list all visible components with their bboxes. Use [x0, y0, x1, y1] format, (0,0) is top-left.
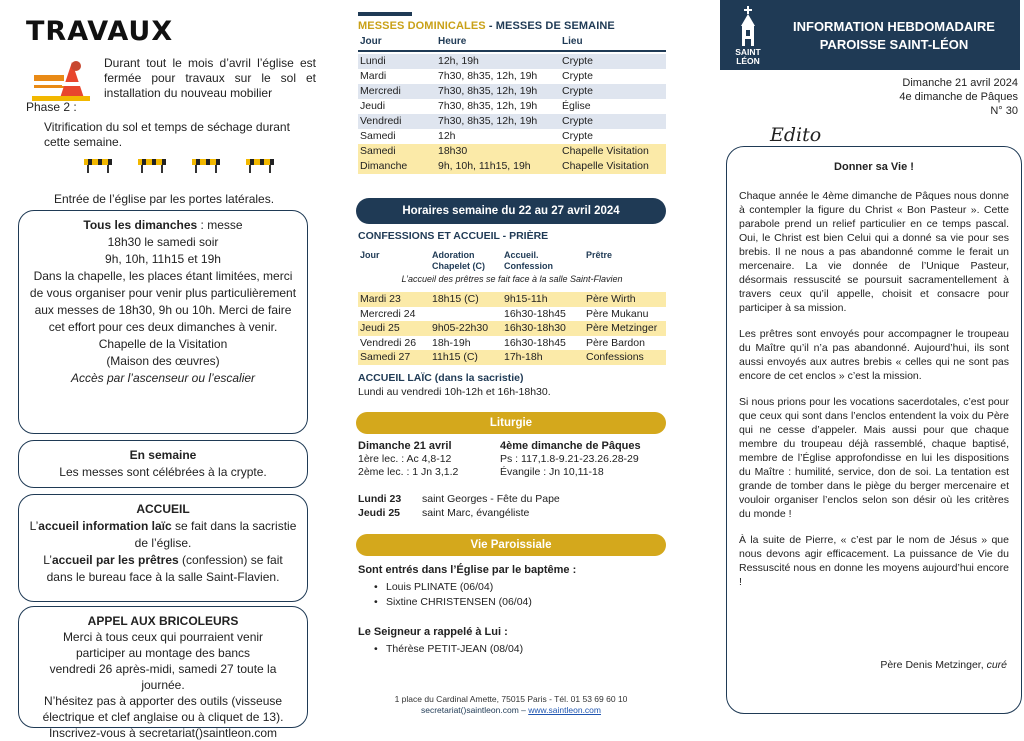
list-item: Jeudi 25 saint Marc, évangéliste: [358, 507, 530, 519]
edito-paragraph: Les prêtres sont envoyés pour accompagner le troupeau du Maître qu’il n’a pas abandonné. Aujourd’hui, ils sont aussi envoyés aux autres brebis « celles qui ne sont pas encore de cet enclos » c’est la mission.: [739, 328, 1009, 382]
logo-text-leon: LÉON: [736, 56, 760, 66]
accueil-line1: L’accueil information laïc se fait dans la sacristie de l’église.: [29, 519, 297, 550]
edito-title: Edito: [770, 124, 822, 146]
liturgie-banner: Liturgie: [356, 412, 666, 434]
section-accent-bar: [358, 12, 412, 16]
issue-info: [820, 76, 1018, 118]
table-row: Jeudi 25 9h05-22h30 16h30-18h30 Père Metzinger: [358, 321, 666, 336]
header-place: Lieu: [562, 36, 583, 47]
appel-line: N’hésitez pas à apporter des outils (visseuse: [43, 694, 283, 708]
phase-text: Vitrification du sol et temps de séchage durant cette semaine.: [44, 120, 290, 149]
right-column: [720, 0, 1024, 724]
table-row: Mercredi 7h30, 8h35, 12h, 19h Crypte: [358, 84, 666, 99]
appel-box: [18, 606, 308, 740]
appel-line: Merci à tous ceux qui pourraient venir: [62, 630, 264, 644]
edito-signature: Père Denis Metzinger, curé: [880, 659, 1007, 671]
chapel-name: Chapelle de la Visitation: [98, 337, 228, 351]
table-row: Vendredi 7h30, 8h35, 12h, 19h Crypte: [358, 114, 666, 129]
accueil-title: ACCUEIL: [136, 502, 190, 516]
confessions-table: [358, 292, 666, 365]
accueil-box: [18, 494, 308, 602]
list-item: • Louis PLINATE (06/04): [374, 580, 532, 595]
liturgie-psalm: Ps : 117,1.8-9.21-23.26.28-29: [500, 453, 639, 465]
liturgie-readings-left: [358, 440, 498, 479]
issue-number: N° 30: [990, 105, 1018, 117]
sundays-box: [18, 210, 308, 434]
bapteme-heading: Sont entrés dans l’Église par le baptême :: [358, 564, 577, 576]
footer-address: 1 place du Cardinal Amette, 75015 Paris - Tél. 01 53 69 60 10: [394, 694, 628, 704]
chapel-note: Dans la chapelle, les places étant limitées, merci de vous organiser pour venir plus particulièrement aux messes de 18h30, 9h ou 10h. Merci de faire cet effort pour ces deux dimanches à venir.: [29, 269, 297, 334]
footer-website-link[interactable]: www.saintleon.com: [528, 705, 601, 715]
entrance-text: Entrée de l’église par les portes latérales.: [53, 192, 275, 206]
table-row: Samedi 18h30 Chapelle Visitation: [358, 144, 666, 159]
church-logo-icon: [728, 4, 768, 66]
header-time: Heure: [438, 36, 467, 47]
accueil-laic-text: Lundi au vendredi 10h-12h et 16h-18h30.: [358, 386, 551, 398]
liturgie-gospel: Évangile : Jn 10,11-18: [500, 466, 604, 478]
barrier-icon: [84, 158, 112, 173]
appel-line: vendredi 26 après-midi, samedi 27 toute la journée.: [49, 662, 277, 692]
liturgie-reading: 2ème lec. : 1 Jn 3,1.2: [358, 466, 459, 478]
barrier-row: [84, 158, 274, 174]
edito-paragraph: À la suite de Pierre, « c’est par le nom de Jésus » que nous devons agir efficacement. La puissance de Vie du Ressuscité nous en donne les moyens aujourd’hui encore !: [739, 534, 1009, 588]
issue-sunday: 4e dimanche de Pâques: [899, 91, 1018, 103]
edito-headline: Donner sa Vie !: [834, 161, 914, 173]
liturgie-date: Dimanche 21 avril: [358, 440, 452, 452]
issue-date: Dimanche 21 avril 2024: [902, 77, 1018, 89]
accueil-line2: L’accueil par les prêtres (confession) se fait dans le bureau face à la salle Saint-Flavien.: [43, 553, 283, 584]
edito-box: [726, 146, 1022, 714]
sundays-title: Tous les dimanches: [83, 218, 198, 232]
messes-heading: MESSES DOMINICALES - MESSES DE SEMAINE: [358, 20, 615, 32]
liturgie-reading: 1ère lec. : Ac 4,8-12: [358, 453, 452, 465]
appel-line: participer au montage des bancs: [75, 646, 251, 660]
liturgie-readings-right: [500, 440, 666, 479]
week-text: Les messes sont célébrées à la crypte.: [59, 465, 267, 479]
week-box: [18, 440, 308, 488]
table-row: Mardi 7h30, 8h35, 12h, 19h Crypte: [360, 70, 593, 82]
left-column: [14, 12, 316, 740]
chapel-access: Accès par l’ascenseur ou l’escalier: [70, 371, 256, 385]
barrier-icon: [246, 158, 274, 173]
appel-line: électrique et clef anglaise ou à cliquet de 13).: [42, 710, 284, 724]
edito-paragraph: Chaque année le 4ème dimanche de Pâques nous donne à contempler la figure du Christ « Bon Pasteur ». Cette parabole prend un relief particulier en ce temps pascal. Oui, le Christ est bien Celui qui a donné sa vie pour ses brebis. Il ne nous a pas abandonné comme le ferait un mercenaire. La vie donnée de l’Unique Pasteur, désormais ressuscité se poursuit sacramentellement à travers ceux qu’il appelle, choisit et consacre pour participer à sa mission.: [739, 190, 1009, 314]
table-row: Mardi 23 18h15 (C) 9h15-11h Père Wirth: [358, 292, 666, 307]
footer-email[interactable]: secretariat()saintleon.com: [420, 705, 519, 715]
banner-title: INFORMATION HEBDOMADAIRE PAROISSE SAINT-LÉON: [793, 19, 995, 52]
barrier-icon: [138, 158, 166, 173]
sundays-title-suffix: : messe: [197, 218, 243, 232]
appel-line: Inscrivez-vous à secretariat()saintleon.com: [48, 726, 278, 740]
table-row: Samedi 27 11h15 (C) 17h-18h Confessions: [358, 350, 666, 365]
chapel-sub: (Maison des œuvres): [106, 354, 220, 368]
barrier-icon: [192, 158, 220, 173]
mass-table: [358, 54, 666, 174]
confessions-heading: CONFESSIONS ET ACCUEIL - PRIÈRE: [358, 230, 549, 242]
confessions-note: L’accueil des prêtres se fait face à la salle Saint-Flavien: [401, 274, 623, 284]
roadwork-cone-icon: [32, 52, 90, 102]
bapteme-list: [374, 580, 532, 610]
vie-paroissiale-banner: Vie Paroissiale: [356, 534, 666, 556]
table-row: Dimanche 9h, 10h, 11h15, 19h Chapelle Visitation: [358, 159, 666, 174]
edito-paragraph: Si nous prions pour les vocations sacerdotales, c’est pour que ceux qui sont dans l’enclos entendent la voix du Père qui ne cesse d’appeler. Mais aussi pour que chaque membre du troupeau déjà rassemblé, chaque baptisé, membre de l’Église approfondisse en lui les dispositions du Maître : humilité, service, don de soi. La tentation est grande de tomber dans le piège du berger mercenaire et vouloir organiser l’enclos selon son désir où les critères du monde !: [739, 396, 1009, 520]
sundays-line2: 9h, 10h, 11h15 et 19h: [105, 252, 221, 266]
table-row: Mercredi 24 16h30-18h45 Père Mukanu: [360, 307, 649, 320]
travaux-text: Durant tout le mois d’avril l’église est fermée pour travaux sur le sol et installation du nouveau mobilier: [104, 56, 316, 100]
table-row: Vendredi 26 18h-19h 16h30-18h45 Père Bardon: [360, 336, 645, 349]
table-row: Lundi 12h, 19h Crypte: [358, 54, 666, 69]
table-rule: [358, 50, 666, 52]
horaires-banner: Horaires semaine du 22 au 27 avril 2024: [356, 198, 666, 224]
list-item: • Sixtine CHRISTENSEN (06/04): [374, 595, 532, 610]
list-item: Lundi 23 saint Georges - Fête du Pape: [358, 493, 560, 505]
deces-heading: Le Seigneur a rappelé à Lui :: [358, 626, 508, 638]
deces-list: [374, 642, 523, 657]
footer-contact: secretariat()saintleon.com – www.saintleon.com: [420, 705, 601, 715]
appel-title: APPEL AUX BRICOLEURS: [87, 614, 239, 628]
accueil-laic-heading: ACCUEIL LAÏC (dans la sacristie): [358, 372, 524, 384]
middle-column: MESSES DOMINICALES - MESSES DE SEMAINE Jour Heure Lieu Lundi 12h, 19h Crypte Mardi 7h30, 8h35, 12h, 19h Crypte Mercredi 7h30, 8h35, 12h, 19h Crypte Jeudi 7h30, 8h35, 12h, 19h Église Vendredi 7h30, 8h35, 12h, 19h Crypte Samedi 12h Crypte Samedi 18h30 Chapelle Visitation Dimanche 9h, 10h, 11h15, 19h Chapelle Visitation Horaires semaine du 22 au 27 avril 2024 CONFESSIONS ET ACCUEIL - PRIÈRE Jour Adoration Chapelet (C) Accueil. Confession Prêtre L’accueil des prêtres se fait face à la salle Saint-Flavien Mardi 23 18h15 (C) 9h15-11h Père Wirth Mercredi 24 16h30-18h45 Père Mukanu Jeudi 25 9h05-22h30 16h30-18h30 Père Metzinger Vendredi 26 18h-19h 16h30-18h45 Père Bardon Samedi 27 11h15 (C) 17h-18h Confessions ACCUEIL LAÏC (dans la sacristie) Lundi au vendredi 10h-12h et 16h-18h30. Liturgie Dimanche 21 avril 1ère lec. : Ac 4,8-12 2ème lec. : 1 Jn 3,1.2 4ème dimanche de Pâques Ps : 117,1.8-9.21-23.26.28-29 Évangile : Jn 10,11-18 Lundi 23 saint Georges - Fête du Pape Jeudi 25 saint Marc, évangéliste Vie Paroissiale Sont entrés dans l’Église par le baptême : • Louis PLINATE (06/04) • Sixtine CHRISTENSEN (06/04) Le Seigneur a rappelé à Lui : • Thérèse PETIT-JEAN (08/04) 1 place du Cardinal Amette, 75015 Paris - Tél. 01 53 69 60 10 secretariat()saintleon.com – www.saintleon.com: [352, 12, 670, 718]
header-day: Jour: [360, 36, 382, 47]
liturgie-sunday: 4ème dimanche de Pâques: [500, 440, 641, 452]
week-title: En semaine: [129, 448, 197, 462]
list-item: • Thérèse PETIT-JEAN (08/04): [374, 642, 523, 657]
saints-list: [358, 492, 666, 520]
phase-label: Phase 2 :: [26, 100, 77, 114]
logo-text-saint: SAINT: [735, 47, 761, 57]
table-row: Jeudi 7h30, 8h35, 12h, 19h Église: [360, 100, 591, 112]
header-banner: [720, 0, 1020, 70]
sundays-line1: 18h30 le samedi soir: [107, 235, 219, 249]
table-row: Samedi 12h Crypte: [360, 130, 593, 142]
travaux-title: TRAVAUX: [26, 16, 174, 47]
